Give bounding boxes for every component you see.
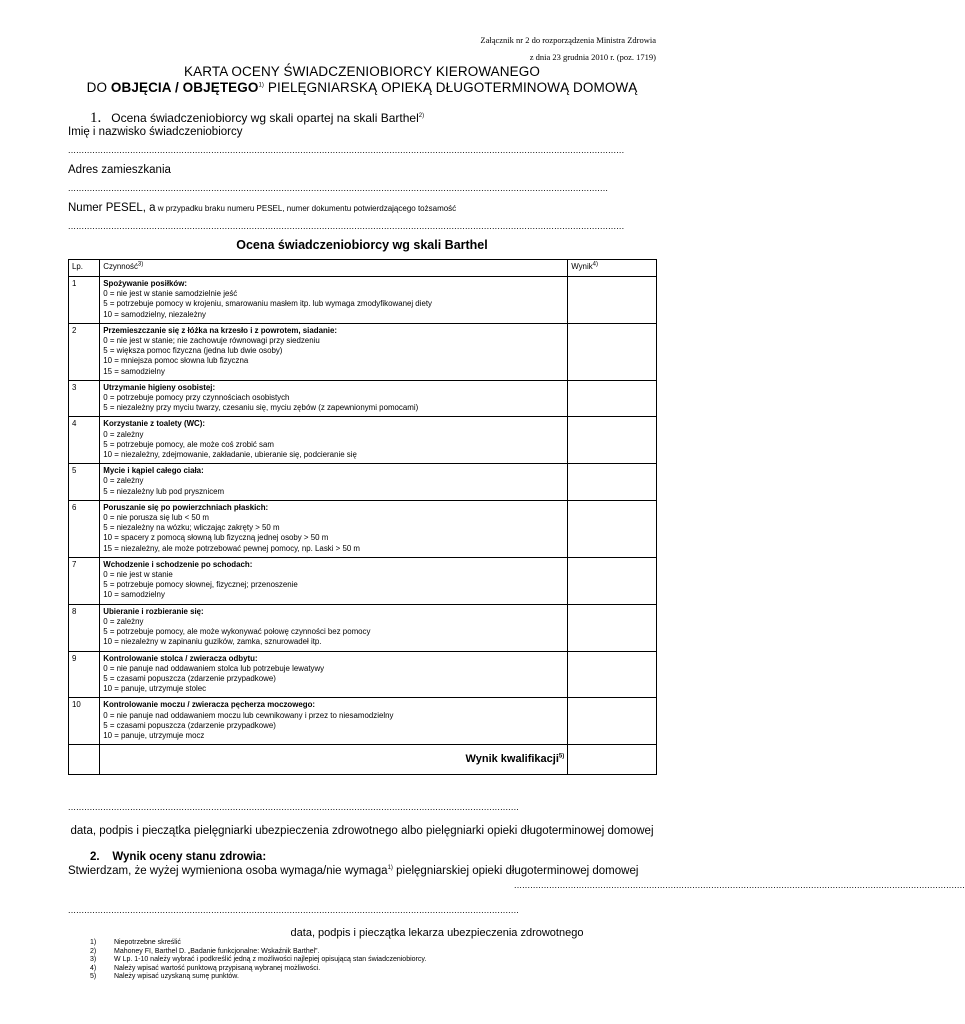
activity-option[interactable]: 10 = panuje, utrzymuje mocz xyxy=(103,730,205,740)
row-result-cell[interactable] xyxy=(568,557,657,604)
activity-option[interactable]: 0 = nie panuje nad oddawaniem stolca lub potrzebuje lewatywy xyxy=(103,663,325,673)
activity-option[interactable]: 5 = niezależny przy myciu twarzy, czesaniu się, myciu zębów (z zapewnionymi pomocami) xyxy=(103,403,419,413)
pesel-note: w przypadku braku numeru PESEL, numer dokumentu potwierdzającego tożsamość xyxy=(155,204,457,213)
activity-option[interactable]: 0 = nie jest w stanie xyxy=(103,570,173,580)
footnote-number: 5) xyxy=(90,973,97,980)
annex-date: z dnia 23 grudnia 2010 r. (poz. 1719) xyxy=(529,52,656,62)
row-activity xyxy=(100,277,568,324)
table-row xyxy=(69,651,657,698)
title-bold: OBJĘCIA / OBJĘTEGO xyxy=(110,80,259,95)
footnote-number: 3) xyxy=(90,956,97,963)
activity-option[interactable]: 0 = potrzebuje pomocy przy czynnościach osobistych xyxy=(103,393,290,403)
row-number: 1 xyxy=(69,277,100,324)
row-activity xyxy=(100,557,568,604)
activity-title: Kontrolowanie stolca / zwieracza odbytu: xyxy=(103,653,258,663)
row-activity xyxy=(100,604,568,651)
row-activity xyxy=(100,417,568,464)
address-field[interactable]: ........................................................................................................................................................................................................ xyxy=(68,183,609,193)
footnote xyxy=(90,972,239,981)
signature1-field[interactable]: ....................................................................................................................................................................... xyxy=(68,802,519,812)
section1-number: 1. xyxy=(90,110,102,126)
footnote-text: W Lp. 1-10 należy wybrać i podkreślić jedną z możliwości najlepiej opisującą stan świadczeniobiorcy. xyxy=(114,956,427,963)
signature2-caption: data, podpis i pieczątka lekarza ubezpieczenia zdrowotnego xyxy=(290,927,584,939)
row-number: 9 xyxy=(69,651,100,698)
form-title-line2 xyxy=(0,80,724,95)
activity-option[interactable]: 5 = niezależny lub pod prysznicem xyxy=(103,486,225,496)
table-row xyxy=(69,417,657,464)
total-label-text: Wynik kwalifikacji xyxy=(465,753,559,766)
total-result-cell[interactable] xyxy=(568,745,657,775)
row-result-cell[interactable] xyxy=(568,500,657,557)
row-result-cell[interactable] xyxy=(568,277,657,324)
pesel-label xyxy=(68,202,456,214)
row-number: 2 xyxy=(69,323,100,380)
activity-title: Spożywanie posiłków: xyxy=(103,279,188,288)
col-activity-sup: 3) xyxy=(137,261,144,268)
row-result-cell[interactable] xyxy=(568,380,657,417)
activity-option[interactable]: 10 = mniejsza pomoc słowna lub fizyczna xyxy=(103,356,249,366)
row-activity xyxy=(100,464,568,501)
activity-option[interactable]: 5 = potrzebuje pomocy, ale może coś zrobić sam xyxy=(103,439,274,449)
footnote-text: Należy wpisać uzyskaną sumę punktów. xyxy=(114,973,239,980)
footnote-number: 2) xyxy=(90,947,97,955)
row-result-cell[interactable] xyxy=(568,323,657,380)
row-activity xyxy=(100,380,568,417)
row-number: 7 xyxy=(69,557,100,604)
activity-title: Ubieranie i rozbieranie się: xyxy=(103,606,204,616)
total-row xyxy=(69,745,657,775)
row-result-cell[interactable] xyxy=(568,417,657,464)
activity-title: Mycie i kąpiel całego ciała: xyxy=(103,466,204,476)
title-sup: 1) xyxy=(258,82,265,89)
activity-option[interactable]: 0 = zależny xyxy=(103,429,144,439)
row-result-cell[interactable] xyxy=(568,651,657,698)
section2-heading: 2. Wynik oceny stanu zdrowia: xyxy=(90,851,267,863)
table-header-row xyxy=(69,260,657,277)
activity-option[interactable]: 5 = niezależny na wózku; wliczając zakręty > 50 m xyxy=(103,523,280,533)
section1-sup: 2) xyxy=(418,113,425,119)
activity-option[interactable]: 0 = nie porusza się lub < 50 m xyxy=(103,513,209,523)
col-activity-label: Czynność xyxy=(103,262,138,271)
section1-heading-text: Ocena świadczeniobiorcy wg skali opartej na skali Barthel xyxy=(111,111,419,125)
activity-option[interactable]: 5 = potrzebuje pomocy, ale może wykonywać połowę czynności bez pomocy xyxy=(103,627,371,637)
barthel-heading: Ocena świadczeniobiorcy wg skali Barthel xyxy=(236,238,488,252)
table-row xyxy=(69,277,657,324)
activity-option[interactable]: 5 = czasami popuszcza (zdarzenie przypadkowe) xyxy=(103,673,276,683)
name-label: Imię i nazwisko świadczeniobiorcy xyxy=(68,126,243,138)
total-sup: 5) xyxy=(558,753,565,760)
pesel-field[interactable]: .............................................................................................................................................................................................................. xyxy=(68,221,625,231)
form-title-line1: KARTA OCENY ŚWIADCZENIOBIORCY KIEROWANEGO xyxy=(184,64,540,79)
row-result-cell[interactable] xyxy=(568,698,657,745)
activity-option[interactable]: 0 = nie panuje nad oddawaniem moczu lub cewnikowany i przez to niesamodzielny xyxy=(103,710,394,720)
row-activity xyxy=(100,651,568,698)
statement-sup: 1) xyxy=(387,865,393,872)
annex-note: Załącznik nr 2 do rozporządzenia Ministra Zdrowia xyxy=(480,35,656,45)
table-row xyxy=(69,557,657,604)
row-number: 3 xyxy=(69,380,100,417)
footnote-text: Niepotrzebne skreślić xyxy=(114,939,181,946)
name-field[interactable]: .............................................................................................................................................................................................................. xyxy=(68,145,625,155)
table-row xyxy=(69,380,657,417)
activity-option[interactable]: 10 = samodzielny, niezależny xyxy=(103,309,206,319)
row-activity xyxy=(100,500,568,557)
row-result-cell[interactable] xyxy=(568,604,657,651)
row-number: 6 xyxy=(69,500,100,557)
statement-post: pielęgniarskiej opieki długoterminowej domowej xyxy=(392,865,639,877)
signature1-caption: data, podpis i pieczątka pielęgniarki ubezpieczenia zdrowotnego albo pielęgniarki opieki długoterminowej domowej xyxy=(70,825,654,837)
address-label: Adres zamieszkania xyxy=(68,164,171,176)
col-lp-header: Lp. xyxy=(69,260,100,277)
row-activity xyxy=(100,698,568,745)
statement-fill-field[interactable]: ....................................................................................................................................................................... xyxy=(514,880,965,890)
row-number: 5 xyxy=(69,464,100,501)
signature2-field[interactable]: ....................................................................................................................................................................... xyxy=(68,905,519,915)
row-activity xyxy=(100,323,568,380)
activity-title: Kontrolowanie moczu / zwieracza pęcherza moczowego: xyxy=(103,700,316,710)
statement-pre: Stwierdzam, że wyżej wymieniona osoba wymaga/nie wymaga xyxy=(68,865,388,877)
footnote-number: 1) xyxy=(90,939,97,946)
col-result-header xyxy=(568,260,657,277)
activity-option[interactable]: 0 = nie jest w stanie; nie zachowuje równowagi przy siedzeniu xyxy=(103,336,320,346)
activity-title: Przemieszczanie się z łóżka na krzesło i z powrotem, siadanie: xyxy=(103,325,338,335)
col-result-label: Wynik xyxy=(571,262,593,271)
footnote-number: 4) xyxy=(90,964,97,972)
section2-statement xyxy=(68,865,638,877)
section1-heading xyxy=(90,110,424,127)
activity-option[interactable]: 10 = niezależny, zdejmowanie, zakładanie, ubieranie się, podcieranie się xyxy=(103,450,357,460)
footnote-text: Mahoney FI, Barthel D. „Badanie funkcjonalne: Wskaźnik Barthel”. xyxy=(114,947,320,955)
activity-option[interactable]: 15 = samodzielny xyxy=(103,366,165,376)
activity-title: Utrzymanie higieny osobistej: xyxy=(103,382,216,392)
activity-title: Poruszanie się po powierzchniach płaskich: xyxy=(103,502,269,512)
row-number: 10 xyxy=(69,698,100,745)
activity-option[interactable]: 5 = czasami popuszcza (zdarzenie przypadkowe) xyxy=(103,720,276,730)
title-post: PIELĘGNIARSKĄ OPIEKĄ DŁUGOTERMINOWĄ DOMOWĄ xyxy=(264,80,638,95)
pesel-label-text: Numer PESEL, a xyxy=(68,202,156,214)
title-pre: DO xyxy=(86,80,111,95)
row-result-cell[interactable] xyxy=(568,464,657,501)
table-row xyxy=(69,604,657,651)
activity-option[interactable]: 10 = niezależny w zapinaniu guzików, zamka, sznurowadeł itp. xyxy=(103,637,322,647)
barthel-body xyxy=(69,277,657,745)
row-number: 8 xyxy=(69,604,100,651)
activity-title: Wchodzenie i schodzenie po schodach: xyxy=(103,559,253,569)
row-number: 4 xyxy=(69,417,100,464)
total-lp-cell xyxy=(69,745,100,775)
activity-title: Korzystanie z toalety (WC): xyxy=(103,419,205,429)
barthel-table xyxy=(68,259,657,775)
footnote-text: Należy wpisać wartość punktową przypisaną wybranej możliwości. xyxy=(114,964,321,972)
activity-option[interactable]: 5 = potrzebuje pomocy w krojeniu, smarowaniu masłem itp. lub wymaga zmodyfikowanej diety xyxy=(103,299,432,309)
table-row xyxy=(69,464,657,501)
col-activity-header xyxy=(100,260,568,277)
activity-option[interactable]: 0 = zależny xyxy=(103,476,144,486)
table-row xyxy=(69,323,657,380)
table-row xyxy=(69,698,657,745)
activity-option[interactable]: 0 = zależny xyxy=(103,616,144,626)
activity-option[interactable]: 10 = spacery z pomocą słowną lub fizyczną jednej osoby > 50 m xyxy=(103,533,329,543)
activity-option[interactable]: 5 = potrzebuje pomocy słownej, fizycznej; przenoszenie xyxy=(103,580,298,590)
total-label xyxy=(100,745,568,775)
col-result-sup: 4) xyxy=(592,261,598,268)
table-row xyxy=(69,500,657,557)
activity-option[interactable]: 0 = nie jest w stanie samodzielnie jeść xyxy=(103,289,238,299)
activity-option[interactable]: 10 = samodzielny xyxy=(103,590,165,600)
activity-option[interactable]: 15 = niezależny, ale może potrzebować pewnej pomocy, np. Laski > 50 m xyxy=(103,543,360,553)
activity-option[interactable]: 10 = panuje, utrzymuje stolec xyxy=(103,684,207,694)
activity-option[interactable]: 5 = większa pomoc fizyczna (jedna lub dwie osoby) xyxy=(103,346,283,356)
